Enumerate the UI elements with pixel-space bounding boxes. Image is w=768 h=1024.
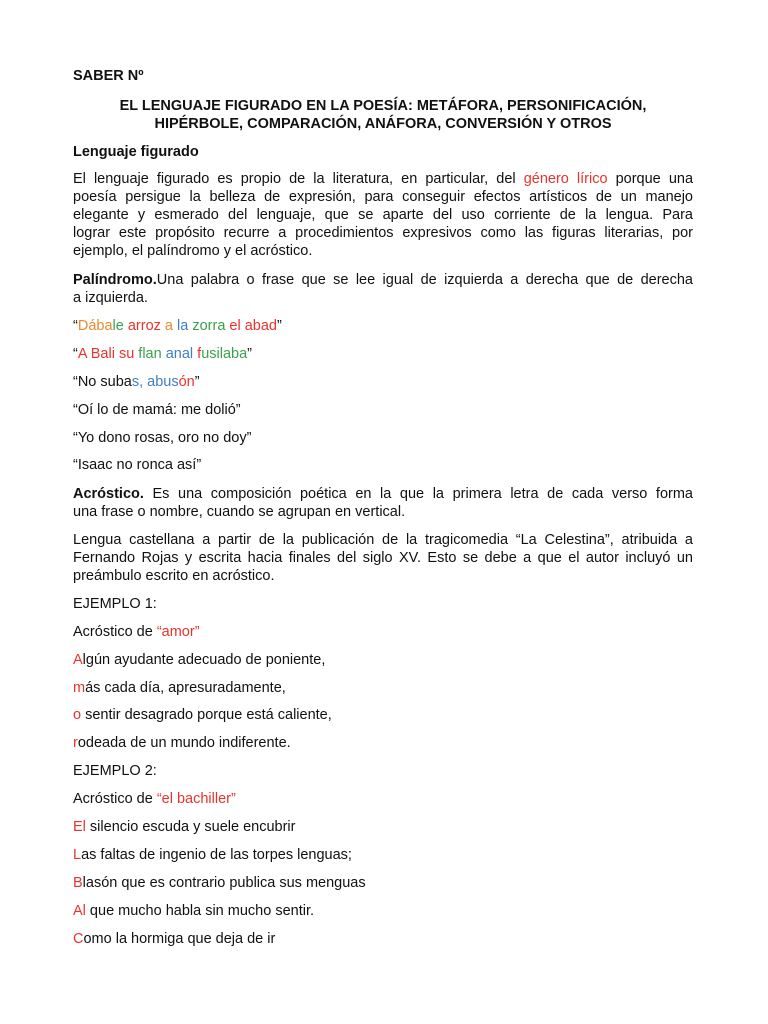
acrostic-2-verse: El silencio escuda y suele encubrir xyxy=(73,819,296,835)
acrostic-2-verse: Como la hormiga que deja de ir xyxy=(73,931,276,947)
palindrome-example-6: “Isaac no ronca así” xyxy=(73,457,202,473)
palindrome-example-4: “Oí lo de mamá: me dolió” xyxy=(73,402,241,418)
history-line-1: Lengua castellana a partir de la publicación de la tragicomedia “La Celestina”, atribuida a xyxy=(73,532,693,548)
acrostico-term: Acróstico. xyxy=(73,486,144,502)
saber-label: SABER Nº xyxy=(73,68,144,84)
ejemplo-2-label: EJEMPLO 2: xyxy=(73,763,157,779)
genero-lirico-link[interactable]: género lírico xyxy=(523,171,608,187)
palindrome-example-5: “Yo dono rosas, oro no doy” xyxy=(73,430,252,446)
acrostic-1-verse: Algún ayudante adecuado de poniente, xyxy=(73,652,326,668)
acrostic-2-verse: Al que mucho habla sin mucho sentir. xyxy=(73,903,315,919)
palindrome-example-2: “A Bali su flan anal fusilaba” xyxy=(73,346,252,362)
intro-line-2: poesía persigue la belleza de expresión, para conseguir efectos artísticos de un manejo xyxy=(73,189,693,205)
acrostic-1-verse: rodeada de un mundo indiferente. xyxy=(73,735,291,751)
acrostic-word-amor: “amor” xyxy=(156,624,200,640)
title-line-2: HIPÉRBOLE, COMPARACIÓN, ANÁFORA, CONVERSIÓN Y OTROS xyxy=(154,116,612,132)
palindromo-line-1: Palíndromo.Una palabra o frase que se lee igual de izquierda a derecha que de derecha xyxy=(73,272,693,288)
intro-line-4: lograr este propósito recurre a procedimientos expresivos como las figuras literarias, por xyxy=(73,225,693,241)
acrostic-1-verse: más cada día, apresuradamente, xyxy=(73,680,286,696)
intro-line-5: ejemplo, el palíndromo y el acróstico. xyxy=(73,243,313,259)
palindromo-term: Palíndromo. xyxy=(73,272,157,288)
acrostic-1-verse: o sentir desagrado porque está caliente, xyxy=(73,707,332,723)
acrostic-word-el-bachiller: “el bachiller” xyxy=(156,791,236,807)
acrostic-2-verse: Las faltas de ingenio de las torpes lenguas; xyxy=(73,847,352,863)
intro-line-3: elegante y esmerado del lenguaje, que se aparte del uso corriente de la lengua. Para xyxy=(73,207,693,223)
ejemplo-2-intro: Acróstico de “el bachiller” xyxy=(73,791,236,807)
history-line-2: Fernando Rojas y escrita hacia finales del siglo XV. Esto se debe a que el autor incluyó un xyxy=(73,550,693,566)
acrostico-line-2: una frase o nombre, cuando se agrupan en vertical. xyxy=(73,504,406,520)
palindromo-line-2: a izquierda. xyxy=(73,290,148,306)
intro-line-1: El lenguaje figurado es propio de la literatura, en particular, del género lírico porque una xyxy=(73,171,694,187)
acrostico-line-1: Acróstico. Es una composición poética en la que la primera letra de cada verso forma xyxy=(73,486,693,502)
ejemplo-1-label: EJEMPLO 1: xyxy=(73,596,157,612)
history-line-3: preámbulo escrito en acróstico. xyxy=(73,568,275,584)
acrostic-2-verse: Blasón que es contrario publica sus menguas xyxy=(73,875,366,891)
palindrome-example-1: “Dábale arroz a la zorra el abad” xyxy=(73,318,282,334)
ejemplo-1-intro: Acróstico de “amor” xyxy=(73,624,200,640)
palindrome-example-3: “No subas, abusón” xyxy=(73,374,200,390)
section-heading: Lenguaje figurado xyxy=(73,144,199,160)
title-line-1: EL LENGUAJE FIGURADO EN LA POESÍA: METÁFORA, PERSONIFICACIÓN, xyxy=(119,98,647,114)
